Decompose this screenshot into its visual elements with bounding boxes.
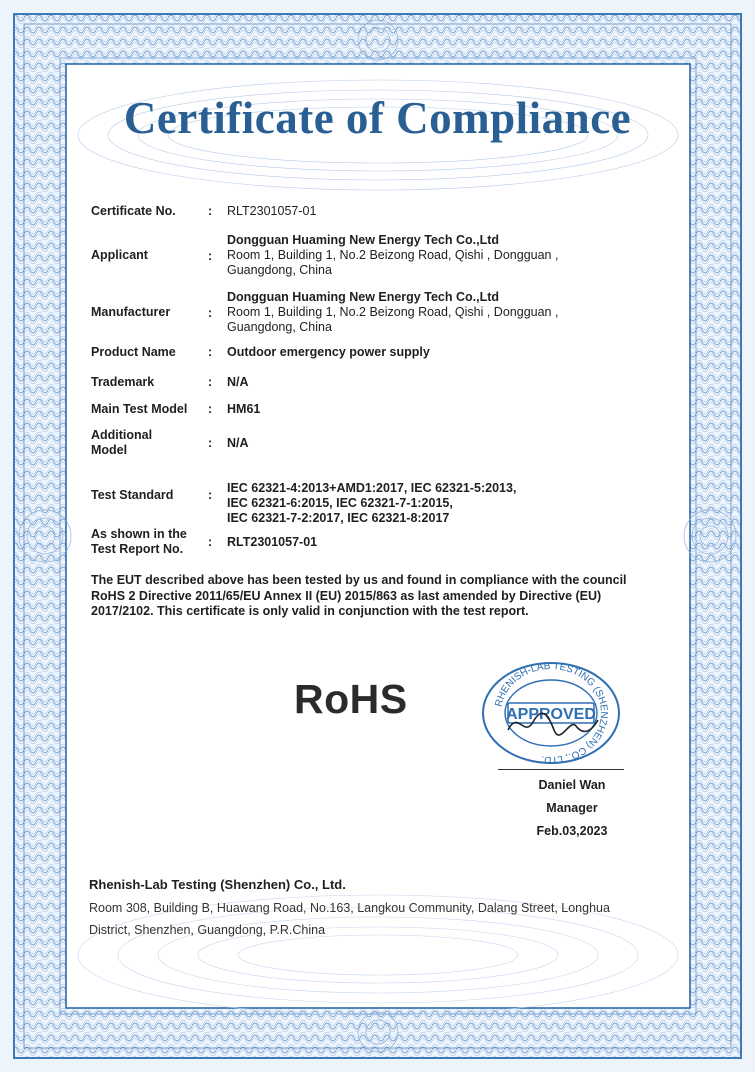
field-value-test-standard: IEC 62321-4:2013+AMD1:2017, IEC 62321-5:2013, IEC 62321-6:2015, IEC 62321-7-1:2015, IEC 62321-7-2:2017, IEC 62321-8:2017 <box>227 481 517 525</box>
field-label-certificate-no: Certificate No. <box>91 204 176 218</box>
field-colon: : <box>208 204 213 218</box>
issuer-address-line-2: District, Shenzhen, Guangdong, P.R.China <box>89 923 326 937</box>
compliance-statement: The EUT described above has been tested by us and found in compliance with the council RoHS 2 Directive 2011/65/EU Annex II (EU) 2015/863 as last amended by Directive (EU) 2017/2102. This certificate is only valid in conjunction with the test report. <box>91 573 627 618</box>
signatory-name: Daniel Wan <box>538 778 606 792</box>
issuer-name: Rhenish-Lab Testing (Shenzhen) Co., Ltd. <box>89 877 346 892</box>
field-value-certificate-no: RLT2301057-01 <box>227 204 317 218</box>
field-label-main-test-model: Main Test Model <box>91 402 188 416</box>
field-colon: : <box>208 306 213 320</box>
field-label-applicant: Applicant <box>91 248 148 262</box>
approved-stamp <box>478 660 624 766</box>
stamp-center-text: APPROVED <box>506 706 596 723</box>
stamp-ring-text: RHENISH-LAB TESTING (SHENZHEN) CO., LTD. <box>493 660 610 766</box>
field-colon: : <box>208 402 213 416</box>
field-colon: : <box>208 436 213 450</box>
field-colon: : <box>208 249 213 263</box>
rohs-mark: RoHS <box>294 676 408 722</box>
field-label-additional-model: Additional Model <box>91 428 153 457</box>
field-colon: : <box>208 375 213 389</box>
issue-date: Feb.03,2023 <box>536 824 608 838</box>
issuer-address-line-1: Room 308, Building B, Huawang Road, No.163, Langkou Community, Dalang Street, Longhua <box>89 901 610 915</box>
field-value-main-test-model: HM61 <box>227 402 261 416</box>
field-colon: : <box>208 345 213 359</box>
field-value-trademark: N/A <box>227 375 249 389</box>
field-value-manufacturer: Dongguan Huaming New Energy Tech Co.,Ltd Room 1, Building 1, No.2 Beizong Road, Qishi , Dongguan , Guangdong, China <box>227 290 559 334</box>
field-label-test-report-no: As shown in the Test Report No. <box>91 527 187 556</box>
signatory-position: Manager <box>546 801 598 815</box>
field-label-manufacturer: Manufacturer <box>91 305 171 319</box>
field-label-test-standard: Test Standard <box>91 488 174 502</box>
signature-line <box>498 769 624 770</box>
field-value-test-report-no: RLT2301057-01 <box>227 535 318 549</box>
page-title: Certificate of Compliance <box>123 93 632 143</box>
field-value-product-name: Outdoor emergency power supply <box>227 345 430 359</box>
field-label-product-name: Product Name <box>91 345 176 359</box>
field-value-applicant: Dongguan Huaming New Energy Tech Co.,Ltd Room 1, Building 1, No.2 Beizong Road, Qishi , Dongguan , Guangdong, China <box>227 233 559 277</box>
field-value-additional-model: N/A <box>227 436 249 450</box>
field-label-trademark: Trademark <box>91 375 155 389</box>
field-colon: : <box>208 488 213 502</box>
field-colon: : <box>208 535 213 549</box>
